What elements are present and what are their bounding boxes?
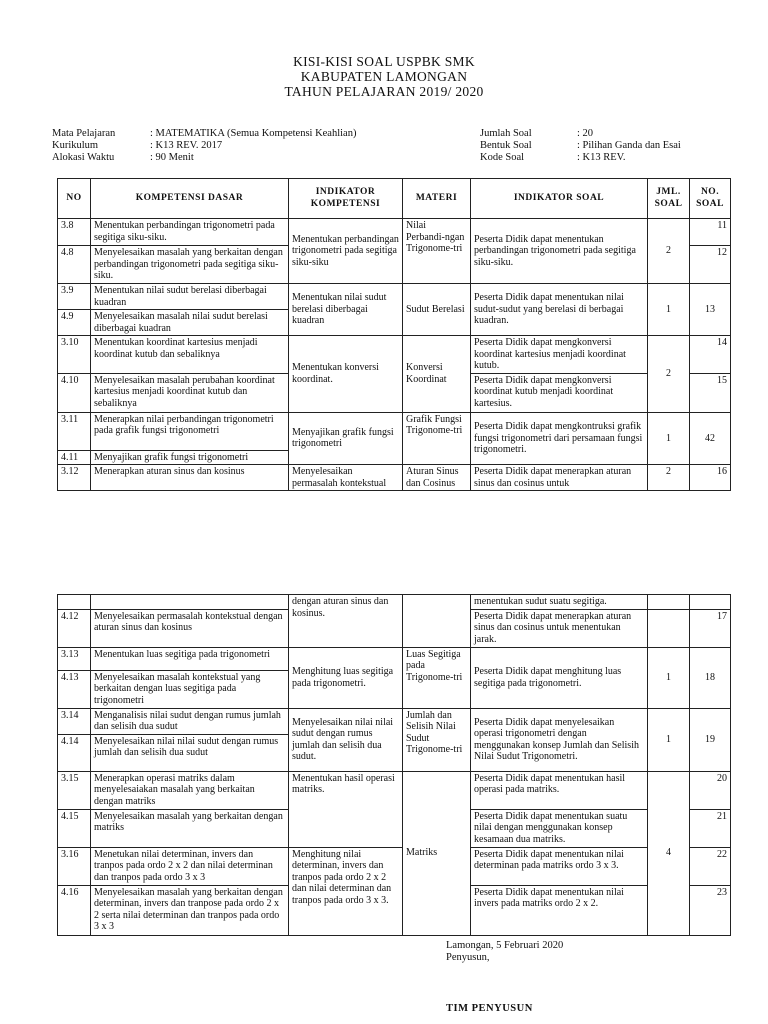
cell-no: 4.9 xyxy=(58,310,91,336)
table-row xyxy=(58,847,731,885)
cell-no: 4.13 xyxy=(58,670,91,708)
cell-kd: Menyelesaikan masalah kontekstual yang berkaitan dengan luas segitiga pada trigonometri xyxy=(91,670,289,708)
cell-no: 3.8 xyxy=(58,219,91,246)
cell-materi: Luas Segitiga pada Trigonome-tri xyxy=(403,647,471,708)
table-row xyxy=(58,595,731,610)
col-kompetensi-dasar: KOMPETENSI DASAR xyxy=(91,179,289,219)
cell-kd: Menerapkan nilai perbandingan trigonometri pada grafik fungsi trigonometri xyxy=(91,412,289,450)
doc-title-1: KISI-KISI SOAL USPBK SMK xyxy=(293,54,475,69)
table-row xyxy=(58,284,731,310)
cell-kd: Menyelesaikan masalah nilai sudut berelasi diberbagai kuadran xyxy=(91,310,289,336)
table-row xyxy=(58,647,731,670)
meta-label: Kurikulum xyxy=(52,140,99,151)
cell-kd: Menyelesaikan masalah yang berkaitan dengan matriks xyxy=(91,809,289,847)
cell-is: Peserta Didik dapat menerapkan aturan sinus dan cosinus untuk menentukan jarak. xyxy=(471,609,648,647)
cell-ik: Menyelesaikan nilai nilai sudut dengan rumus jumlah dan selisih dua sudut. xyxy=(289,708,403,771)
cell-ik: Menghitung nilai determinan, invers dan tranpos pada ordo 2 x 2 dan nilai determinan dan tranpos pada ordo 3 x 3. xyxy=(289,847,403,935)
col-jml-soal: JML. SOAL xyxy=(648,179,690,219)
cell-no: 4.14 xyxy=(58,734,91,771)
meta-right xyxy=(480,128,681,164)
cell-jml: 1 xyxy=(648,708,690,771)
table-row xyxy=(58,336,731,374)
cell-no: 4.11 xyxy=(58,450,91,465)
cell-ik: Menyajikan grafik fungsi trigonometri xyxy=(289,412,403,465)
cell-nosoal: 22 xyxy=(690,847,731,885)
cell-ik: Menyelesaikan permasalah kontekstual xyxy=(289,465,403,491)
cell-no: 4.15 xyxy=(58,809,91,847)
cell-kd: Menerapkan operasi matriks dalam menyelesaiakan masalah yang berkaitan dengan matriks xyxy=(91,771,289,809)
cell-is: Peserta Didik dapat menghitung luas segitiga pada trigonometri. xyxy=(471,647,648,708)
cell-materi: Nilai Perbandi-ngan Trigonome-tri xyxy=(403,219,471,284)
cell-no: 3.14 xyxy=(58,708,91,734)
cell-nosoal: 12 xyxy=(690,246,731,284)
cell-no: 3.9 xyxy=(58,284,91,310)
cell-kd: Menentukan nilai sudut berelasi diberbagai kuadran xyxy=(91,284,289,310)
meta-label: Alokasi Waktu xyxy=(52,152,115,163)
col-indikator-kompetensi: INDIKATOR KOMPETENSI xyxy=(289,179,403,219)
doc-title-2: KABUPATEN LAMONGAN xyxy=(300,69,468,84)
signature-name: TIM PENYUSUN xyxy=(446,1003,533,1014)
cell-nosoal xyxy=(690,595,731,610)
cell-no: 4.12 xyxy=(58,609,91,647)
cell-materi: Matriks xyxy=(403,771,471,935)
cell-jml: 1 xyxy=(648,412,690,465)
cell-nosoal: 42 xyxy=(690,412,731,465)
cell-is: Peserta Didik dapat menentukan suatu nilai dengan menggunakan konsep kesamaan dua matriks. xyxy=(471,809,648,847)
table-row xyxy=(58,708,731,734)
cell-kd: Menentukan koordinat kartesius menjadi koordinat kutub dan sebaliknya xyxy=(91,336,289,374)
cell-nosoal: 20 xyxy=(690,771,731,809)
cell-kd: Menyelesaikan masalah yang berkaitan dengan perbandingan trigonometri pada segitiga siku-siku. xyxy=(91,246,289,284)
cell-no: 4.16 xyxy=(58,885,91,935)
table-row xyxy=(58,771,731,809)
cell-ik: Menentukan hasil operasi matriks. xyxy=(289,771,403,847)
meta-label: Jumlah Soal xyxy=(480,128,532,139)
cell-no: 3.12 xyxy=(58,465,91,491)
doc-title-3: TAHUN PELAJARAN 2019/ 2020 xyxy=(284,84,484,99)
cell-is: Peserta Didik dapat menentukan nilai sudut-sudut yang berelasi di berbagai kuadran. xyxy=(471,284,648,336)
cell-no xyxy=(58,595,91,610)
cell-nosoal: 17 xyxy=(690,609,731,647)
cell-ik: Menghitung luas segitiga pada trigonometri. xyxy=(289,647,403,708)
cell-kd: Menentukan luas segitiga pada trigonometri xyxy=(91,647,289,670)
cell-kd: Menganalisis nilai sudut dengan rumus jumlah dan selisih dua sudut xyxy=(91,708,289,734)
signature-role: Penyusun, xyxy=(446,952,490,963)
cell-nosoal: 11 xyxy=(690,219,731,246)
kisi-table-1 xyxy=(57,178,731,491)
cell-is: Peserta Didik dapat menentukan hasil operasi pada matriks. xyxy=(471,771,648,809)
cell-materi: Aturan Sinus dan Cosinus xyxy=(403,465,471,491)
kisi-table-2 xyxy=(57,594,731,936)
col-no: NO xyxy=(58,179,91,219)
cell-is: Peserta Didik dapat menyelesaikan operasi trigonometri dengan menggunakan konsep Jumlah dan Selisih Nilai Sudut Trigonometri. xyxy=(471,708,648,771)
cell-jml xyxy=(648,609,690,647)
table-row xyxy=(58,219,731,246)
cell-ik: Menentukan nilai sudut berelasi diberbagai kuadran xyxy=(289,284,403,336)
meta-value: : 90 Menit xyxy=(150,152,194,163)
cell-nosoal: 15 xyxy=(690,373,731,412)
cell-no: 4.10 xyxy=(58,373,91,412)
cell-no: 3.15 xyxy=(58,771,91,809)
cell-no: 3.11 xyxy=(58,412,91,450)
cell-jml: 1 xyxy=(648,284,690,336)
cell-is: Peserta Didik dapat mengkonversi koordinat kutub menjadi koordinat kartesius. xyxy=(471,373,648,412)
cell-materi: Jumlah dan Selisih Nilai Sudut Trigonome-tri xyxy=(403,708,471,771)
cell-nosoal: 23 xyxy=(690,885,731,935)
cell-jml: 2 xyxy=(648,336,690,413)
meta-value: : MATEMATIKA (Semua Kompetensi Keahlian) xyxy=(150,128,357,139)
cell-ik: Menentukan perbandingan trigonometri pada segitiga siku-siku xyxy=(289,219,403,284)
meta-label: Bentuk Soal xyxy=(480,140,532,151)
cell-is: menentukan sudut suatu segitiga. xyxy=(471,595,648,610)
cell-no: 3.16 xyxy=(58,847,91,885)
cell-kd xyxy=(91,595,289,610)
cell-is: Peserta Didik dapat menentukan nilai invers pada matriks ordo 2 x 2. xyxy=(471,885,648,935)
cell-kd: Menyelesaikan permasalah kontekstual dengan aturan sinus dan kosinus xyxy=(91,609,289,647)
col-indikator-soal: INDIKATOR SOAL xyxy=(471,179,648,219)
cell-nosoal: 13 xyxy=(690,284,731,336)
meta-value: : K13 REV. xyxy=(577,152,626,163)
cell-no: 3.13 xyxy=(58,647,91,670)
col-no-soal: NO. SOAL xyxy=(690,179,731,219)
table-row xyxy=(58,412,731,450)
cell-jml: 2 xyxy=(648,465,690,491)
cell-no: 4.8 xyxy=(58,246,91,284)
cell-is: Peserta Didik dapat mengkontruksi grafik fungsi trigonometri dari persamaan fungsi trigonometri. xyxy=(471,412,648,465)
cell-materi: Grafik Fungsi Trigonome-tri xyxy=(403,412,471,465)
meta-label: Mata Pelajaran xyxy=(52,128,116,139)
cell-kd: Menentukan perbandingan trigonometri pada segitiga siku-siku. xyxy=(91,219,289,246)
meta-value: : K13 REV. 2017 xyxy=(150,140,223,151)
cell-is: Peserta Didik dapat menerapkan aturan sinus dan cosinus untuk xyxy=(471,465,648,491)
cell-no: 3.10 xyxy=(58,336,91,374)
cell-jml: 4 xyxy=(648,771,690,935)
table-header-row xyxy=(58,179,731,219)
cell-jml: 1 xyxy=(648,647,690,708)
cell-materi xyxy=(403,595,471,648)
cell-kd: Menyelesaikan masalah perubahan koordinat kartesius menjadi koordinat kutub dan sebaliknya xyxy=(91,373,289,412)
cell-ik: dengan aturan sinus dan kosinus. xyxy=(289,595,403,648)
cell-is: Peserta Didik dapat mengkonversi koordinat kartesius menjadi koordinat kutub. xyxy=(471,336,648,374)
cell-nosoal: 18 xyxy=(690,647,731,708)
meta-value: : Pilihan Ganda dan Esai xyxy=(577,140,681,151)
cell-nosoal: 19 xyxy=(690,708,731,771)
meta-value: : 20 xyxy=(577,128,594,139)
cell-kd: Menyelesaikan masalah yang berkaitan dengan determinan, invers dan tranpose pada ordo 2 x 2 serta nilai determinan dan tranpos pada ordo 3 x 3 xyxy=(91,885,289,935)
cell-nosoal: 14 xyxy=(690,336,731,374)
cell-materi: Konversi Koordinat xyxy=(403,336,471,413)
cell-materi: Sudut Berelasi xyxy=(403,284,471,336)
cell-jml: 2 xyxy=(648,219,690,284)
cell-nosoal: 21 xyxy=(690,809,731,847)
cell-ik: Menentukan konversi koordinat. xyxy=(289,336,403,413)
cell-kd: Menyelesaikan nilai nilai sudut dengan rumus jumlah dan selisih dua sudut xyxy=(91,734,289,771)
meta-left xyxy=(52,128,356,164)
signature-place-date: Lamongan, 5 Februari 2020 xyxy=(446,940,564,951)
cell-kd: Menyajikan grafik fungsi trigonometri xyxy=(91,450,289,465)
cell-nosoal: 16 xyxy=(690,465,731,491)
col-materi: MATERI xyxy=(403,179,471,219)
cell-jml xyxy=(648,595,690,610)
table-row xyxy=(58,465,731,491)
cell-kd: Menerapkan aturan sinus dan kosinus xyxy=(91,465,289,491)
cell-kd: Menetukan nilai determinan, invers dan tranpos pada ordo 2 x 2 dan nilai determinan dan tranpos pada ordo 3 x 3 xyxy=(91,847,289,885)
cell-is: Peserta Didik dapat menentukan nilai determinan pada matriks ordo 3 x 3. xyxy=(471,847,648,885)
meta-label: Kode Soal xyxy=(480,152,525,163)
cell-is: Peserta Didik dapat menentukan perbandingan trigonometri pada segitiga siku-siku. xyxy=(471,219,648,284)
